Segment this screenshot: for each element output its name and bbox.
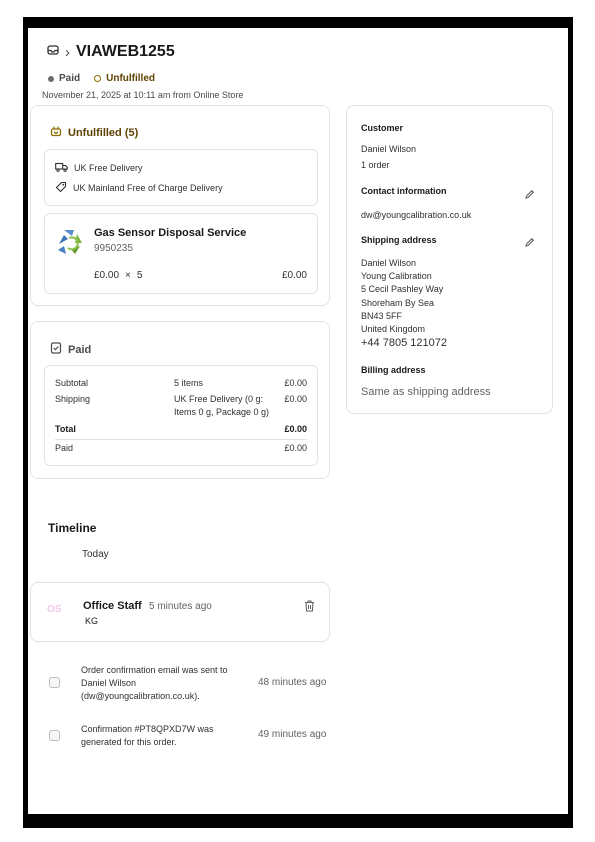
timeline-event-marker: [49, 730, 60, 741]
timeline-event-marker: [49, 677, 60, 688]
receipt-icon: [50, 341, 62, 359]
subtotal-amount: £0.00: [284, 378, 307, 388]
shipping-label: Shipping: [55, 394, 91, 404]
customer-title: Customer: [361, 123, 404, 133]
event-2-time: 49 minutes ago: [258, 729, 327, 740]
delivery-method-2-label: UK Mainland Free of Charge Delivery: [73, 183, 223, 193]
delivery-method-2: [55, 181, 223, 195]
payment-status-label: Paid: [59, 73, 81, 84]
unfulfilled-title: Unfulfilled (5): [68, 127, 139, 139]
subtotal-desc: 5 items: [174, 378, 204, 388]
event-1-line-1: Order confirmation email was sent to: [81, 665, 228, 675]
paid-label: Paid: [55, 443, 74, 453]
shipping-country: United Kingdom: [361, 324, 426, 335]
orders-icon[interactable]: [47, 43, 59, 61]
event-2-line-1: Confirmation #PT8QPXD7W was: [81, 724, 214, 734]
divider: [55, 439, 307, 440]
status-badges: [48, 73, 155, 84]
recycle-thumbnail-icon[interactable]: [53, 224, 86, 257]
unfulfilled-card: [30, 105, 330, 306]
unfulfilled-header: [50, 124, 138, 142]
shipping-street: 5 Cecil Pashley Way: [361, 284, 444, 295]
package-icon: [50, 124, 62, 142]
order-page: [28, 28, 568, 814]
payment-title: Paid: [68, 344, 92, 356]
pencil-icon[interactable]: [524, 187, 535, 205]
pencil-icon[interactable]: [524, 235, 535, 253]
subtotal-label: Subtotal: [55, 378, 89, 388]
item-total: £0.00: [281, 270, 307, 281]
item-unit-price: £0.00: [94, 270, 120, 281]
event-1-line-3: (dw@youngcalibration.co.uk).: [81, 691, 200, 701]
comment-author: Office Staff: [83, 600, 142, 612]
truck-icon: [55, 162, 68, 174]
item-sku: 9950235: [94, 243, 133, 254]
shipping-address-title: Shipping address: [361, 235, 437, 245]
event-1-time: 48 minutes ago: [258, 677, 327, 688]
payment-header: [50, 341, 91, 359]
payment-card: [30, 321, 330, 479]
billing-address-title: Billing address: [361, 365, 426, 375]
delivery-method-1-label: UK Free Delivery: [74, 163, 143, 173]
delivery-method-1: [55, 162, 143, 174]
shipping-name: Daniel Wilson: [361, 258, 417, 268]
trash-icon[interactable]: [304, 599, 315, 617]
timeline-title: Timeline: [48, 521, 97, 535]
customer-name-link[interactable]: Daniel Wilson: [361, 144, 417, 154]
payment-status-badge: [48, 73, 80, 84]
total-amount: £0.00: [284, 424, 307, 434]
tag-icon: [55, 181, 67, 195]
line-item-box: [44, 213, 318, 294]
shipping-company: Young Calibration: [361, 271, 432, 282]
item-name-link[interactable]: Gas Sensor Disposal Service: [94, 227, 247, 239]
customer-email-link[interactable]: dw@youngcalibration.co.uk: [361, 210, 472, 220]
comment-card: [30, 582, 330, 642]
customer-card: [346, 105, 553, 414]
paid-amount: £0.00: [284, 443, 307, 453]
dot-icon: [48, 76, 54, 82]
shipping-amount: £0.00: [284, 394, 307, 404]
total-label: Total: [55, 424, 76, 434]
item-quantity: 5: [136, 270, 143, 281]
fulfillment-status-label: Unfulfilled: [106, 73, 156, 84]
timeline-date-today: Today: [82, 549, 109, 560]
times-sign: ×: [125, 270, 131, 281]
shipping-desc: UK Free Delivery (0 g:: [174, 394, 264, 404]
delivery-method-box: [44, 149, 318, 206]
comment-text: KG: [85, 616, 99, 626]
timeline-event-2: [81, 723, 251, 749]
shipping-phone: +44 7805 121072: [361, 337, 447, 349]
billing-address-value: Same as shipping address: [361, 386, 491, 398]
contact-title: Contact information: [361, 186, 447, 196]
chevron-right-icon: ›: [65, 43, 70, 61]
shipping-city: Shoreham By Sea: [361, 297, 435, 308]
fulfillment-status-badge: [94, 73, 155, 84]
order-date-line: November 21, 2025 at 10:11 am from Online Store: [42, 90, 244, 100]
payment-summary-box: [44, 365, 318, 466]
ring-icon: [94, 75, 101, 82]
shipping-postcode: BN43 5FF: [361, 310, 403, 321]
shipping-desc-line2: Items 0 g, Package 0 g): [174, 407, 270, 417]
item-price-qty: [94, 270, 142, 281]
avatar: OS: [47, 604, 62, 615]
event-2-line-2: generated for this order.: [81, 737, 177, 747]
shipping-address-block: [361, 257, 443, 336]
customer-orders: 1 order: [361, 160, 390, 170]
page-title: VIAWEB1255: [76, 43, 175, 60]
timeline-event-1: [81, 664, 251, 703]
breadcrumb: [47, 43, 175, 61]
comment-time: 5 minutes ago: [149, 601, 212, 612]
event-1-line-2: Daniel Wilson: [81, 678, 137, 688]
